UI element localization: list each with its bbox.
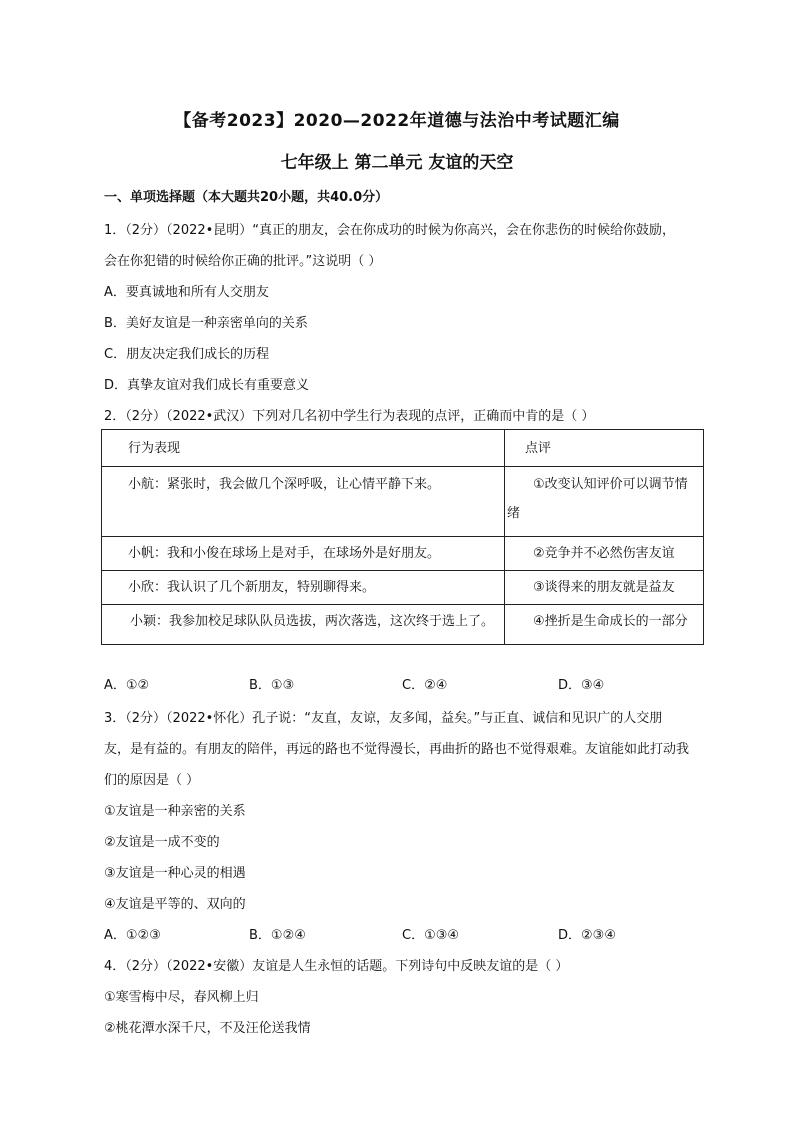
table-row xyxy=(102,537,704,571)
table-cell: ③谈得来的朋友就是益友 xyxy=(505,571,704,605)
table-header-cell: 点评 xyxy=(505,430,704,467)
q3-item-4: ④友谊是平等的、双向的 xyxy=(104,897,246,912)
table-cell: 小帆：我和小俊在球场上是对手，在球场外是好朋友。 xyxy=(102,537,505,571)
q3-stem-line2: 友，是有益的。有朋友的陪伴，再远的路也不觉得漫长，再曲折的路也不觉得艰难。友谊能如此打动我 xyxy=(104,742,690,757)
q3-option-a: A．①②③ xyxy=(104,928,161,943)
table-header-cell: 行为表现 xyxy=(102,430,505,467)
q1-stem-line2: 会在你犯错的时候给你正确的批评。”这说明（ ） xyxy=(104,254,382,269)
q3-item-2: ②友谊是一成不变的 xyxy=(104,835,220,850)
q1-option-d: D．真挚友谊对我们成长有重要意义 xyxy=(104,378,310,393)
q1-option-a: A．要真诚地和所有人交朋友 xyxy=(104,285,269,300)
document-title: 【备考2023】2020—2022年道德与法治中考试题汇编 xyxy=(174,111,620,131)
table-cell: ④挫折是生命成长的一部分 xyxy=(505,605,704,645)
q3-stem-line1: 3．（2分）（2022•怀化）孔子说：“友直，友谅，友多闻，益矣。”与正直、诚信和见识广的人交朋 xyxy=(104,711,663,726)
q4-item-1: ①寒雪梅中尽，春风柳上归 xyxy=(104,990,259,1005)
q3-option-d: D．②③④ xyxy=(558,928,616,943)
q2-stem: 2．（2分）（2022•武汉）下列对几名初中学生行为表现的点评，正确而中肯的是（ ） xyxy=(104,409,595,424)
q4-stem: 4．（2分）（2022•安徽）友谊是人生永恒的话题。下列诗句中反映友谊的是（ ） xyxy=(104,959,569,974)
table-row xyxy=(102,571,704,605)
table-header-row xyxy=(102,430,704,467)
q2-option-d: D．③④ xyxy=(558,678,605,693)
q4-item-2: ②桃花潭水深千尺，不及汪伦送我情 xyxy=(104,1021,311,1036)
q1-option-b: B．美好友谊是一种亲密单向的关系 xyxy=(104,316,308,331)
q1-stem-line1: 1．（2分）（2022•昆明）“真正的朋友，会在你成功的时候为你高兴，会在你悲伤的时候给你鼓励， xyxy=(104,223,676,238)
q2-option-b: B．①③ xyxy=(249,678,295,693)
q2-table xyxy=(101,429,704,645)
table-row xyxy=(102,467,704,537)
q3-item-1: ①友谊是一种亲密的关系 xyxy=(104,804,246,819)
table-cell: ①改变认知评价可以调节情绪 xyxy=(505,467,704,537)
q1-option-c: C．朋友决定我们成长的历程 xyxy=(104,347,270,362)
q2-option-c: C．②④ xyxy=(402,678,448,693)
table-cell: 小颖：我参加校足球队队员选拔，两次落选，这次终于选上了。 xyxy=(102,605,505,645)
q3-stem-line3: 们的原因是（ ） xyxy=(104,773,200,788)
q2-option-a: A．①② xyxy=(104,678,150,693)
document-subtitle: 七年级上 第二单元 友谊的天空 xyxy=(280,153,514,173)
q3-option-b: B．①②④ xyxy=(249,928,306,943)
table-cell: 小欣：我认识了几个新朋友，特别聊得来。 xyxy=(102,571,505,605)
table-row xyxy=(102,605,704,645)
q3-item-3: ③友谊是一种心灵的相遇 xyxy=(104,866,246,881)
table-cell: 小航：紧张时，我会做几个深呼吸，让心情平静下来。 xyxy=(102,467,505,537)
section-heading: 一、单项选择题（本大题共20小题，共40.0分） xyxy=(104,190,389,205)
table-cell: ②竞争并不必然伤害友谊 xyxy=(505,537,704,571)
q3-option-c: C．①③④ xyxy=(402,928,460,943)
